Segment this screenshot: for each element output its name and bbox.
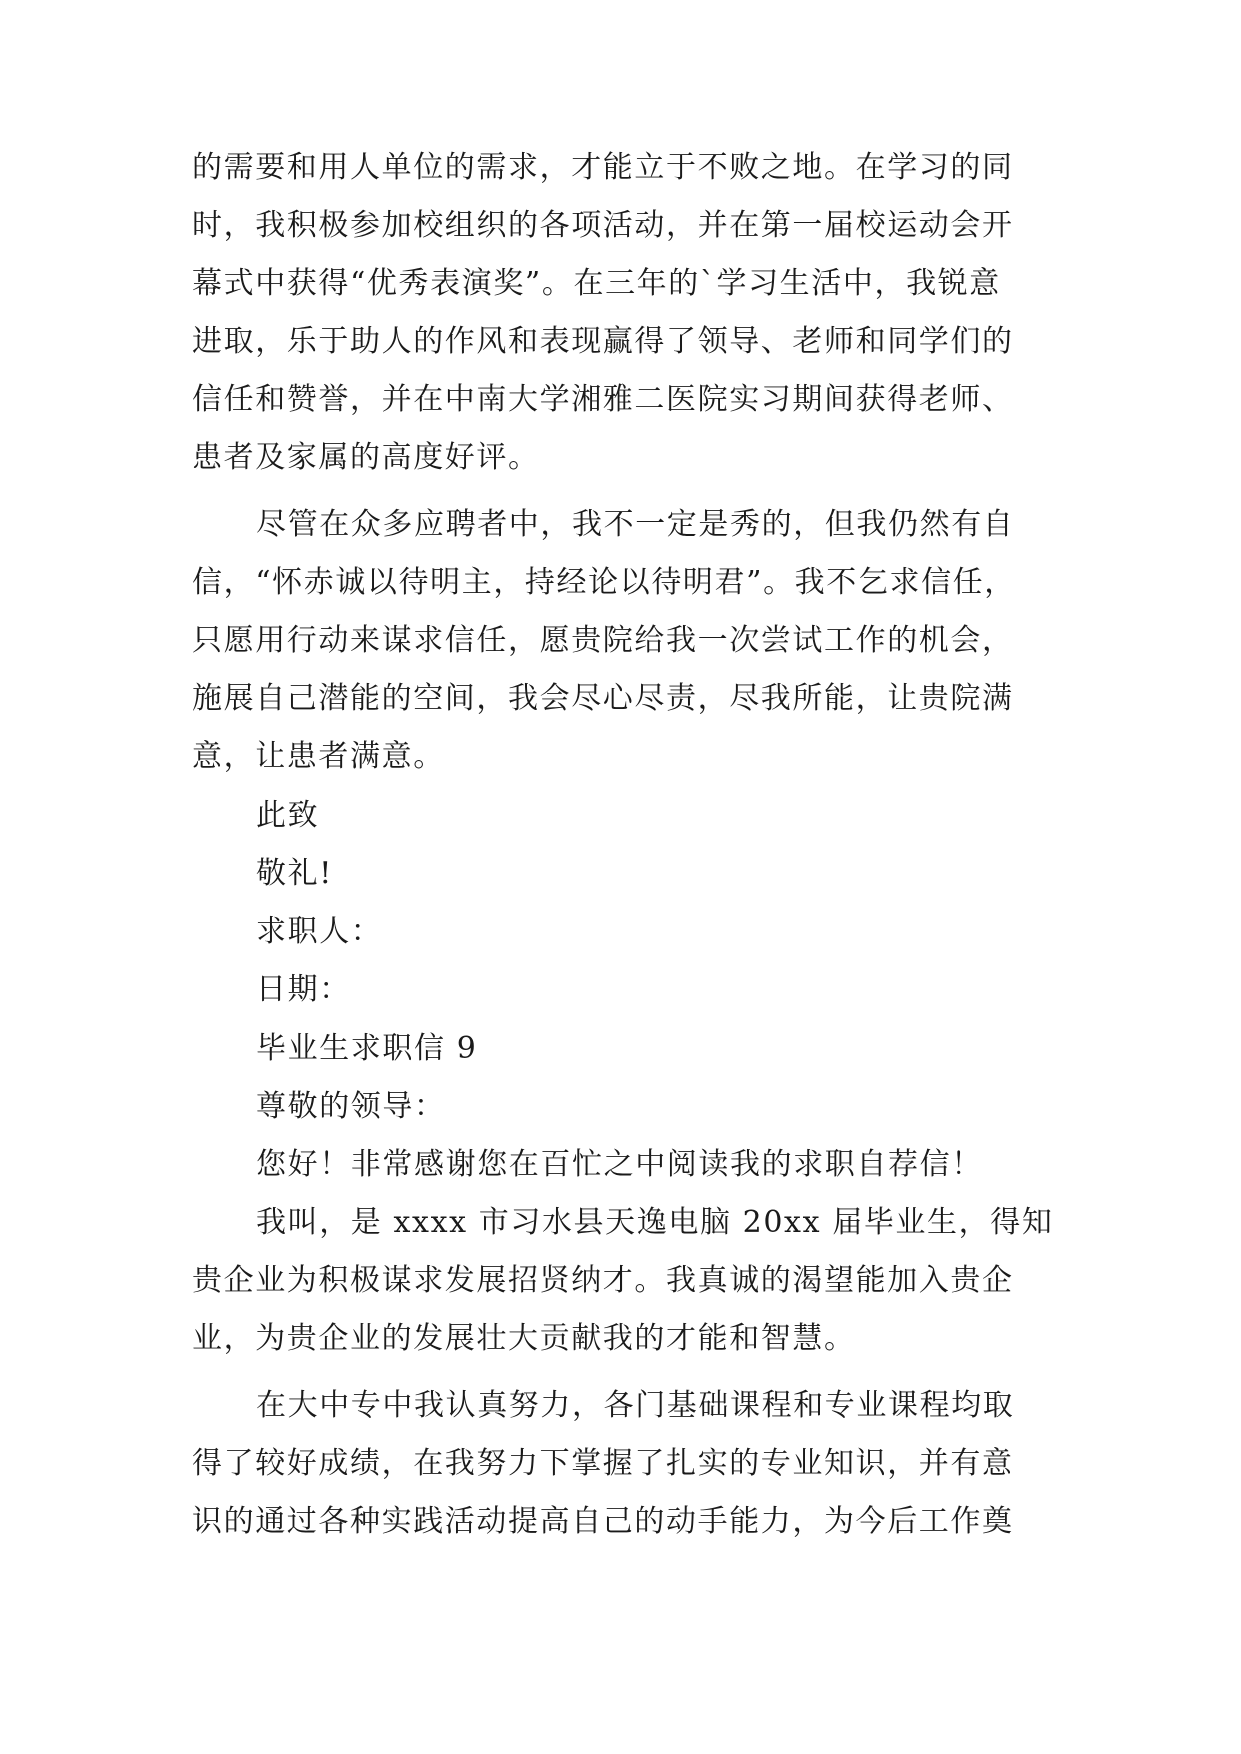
text-line: 施展自己潜能的空间，我会尽心尽责，尽我所能，让贵院满 bbox=[192, 681, 1014, 716]
paragraph-first-line: 尽管在众多应聘者中，我不一定是秀的，但我仍然有自 bbox=[256, 507, 1015, 542]
text-line: 只愿用行动来谋求信任，愿贵院给我一次尝试工作的机会， bbox=[192, 623, 1014, 658]
text-line: 患者及家属的高度好评。 bbox=[192, 440, 540, 475]
paragraph-first-line: 在大中专中我认真努力，各门基础课程和专业课程均取 bbox=[256, 1388, 1015, 1423]
date-label: 日期： bbox=[256, 972, 351, 1007]
greeting: 尊敬的领导： bbox=[256, 1089, 446, 1124]
text-line: 业，为贵企业的发展壮大贡献我的才能和智慧。 bbox=[192, 1321, 856, 1356]
closing-salutation: 此致 bbox=[256, 798, 320, 833]
closing-regards: 敬礼! bbox=[256, 856, 333, 891]
letter-heading: 毕业生求职信 9 bbox=[256, 1031, 478, 1066]
text-line: 信任和赞誉，并在中南大学湘雅二医院实习期间获得老师、 bbox=[192, 382, 1014, 417]
text-line: 的需要和用人单位的需求，才能立于不败之地。在学习的同 bbox=[192, 150, 1014, 185]
text-line: 得了较好成绩，在我努力下掌握了扎实的专业知识，并有意 bbox=[192, 1446, 1014, 1481]
text-line: 幕式中获得“优秀表演奖”。在三年的`学习生活中，我锐意 bbox=[192, 266, 1001, 301]
opening-line: 您好！非常感谢您在百忙之中阅读我的求职自荐信！ bbox=[256, 1147, 983, 1182]
text-line: 时，我积极参加校组织的各项活动，并在第一届校运动会开 bbox=[192, 208, 1014, 243]
paragraph-first-line: 我叫，是 xxxx 市习水县天逸电脑 20xx 届毕业生，得知 bbox=[256, 1205, 1054, 1240]
text-line: 进取，乐于助人的作风和表现赢得了领导、老师和同学们的 bbox=[192, 324, 1014, 359]
text-line: 信，“怀赤诚以待明主，持经论以待明君”。我不乞求信任， bbox=[192, 565, 1016, 600]
text-line: 贵企业为积极谋求发展招贤纳才。我真诚的渴望能加入贵企 bbox=[192, 1263, 1014, 1298]
applicant-label: 求职人： bbox=[256, 914, 383, 949]
text-line: 意，让患者满意。 bbox=[192, 739, 445, 774]
text-line: 识的通过各种实践活动提高自己的动手能力，为今后工作奠 bbox=[192, 1504, 1014, 1539]
